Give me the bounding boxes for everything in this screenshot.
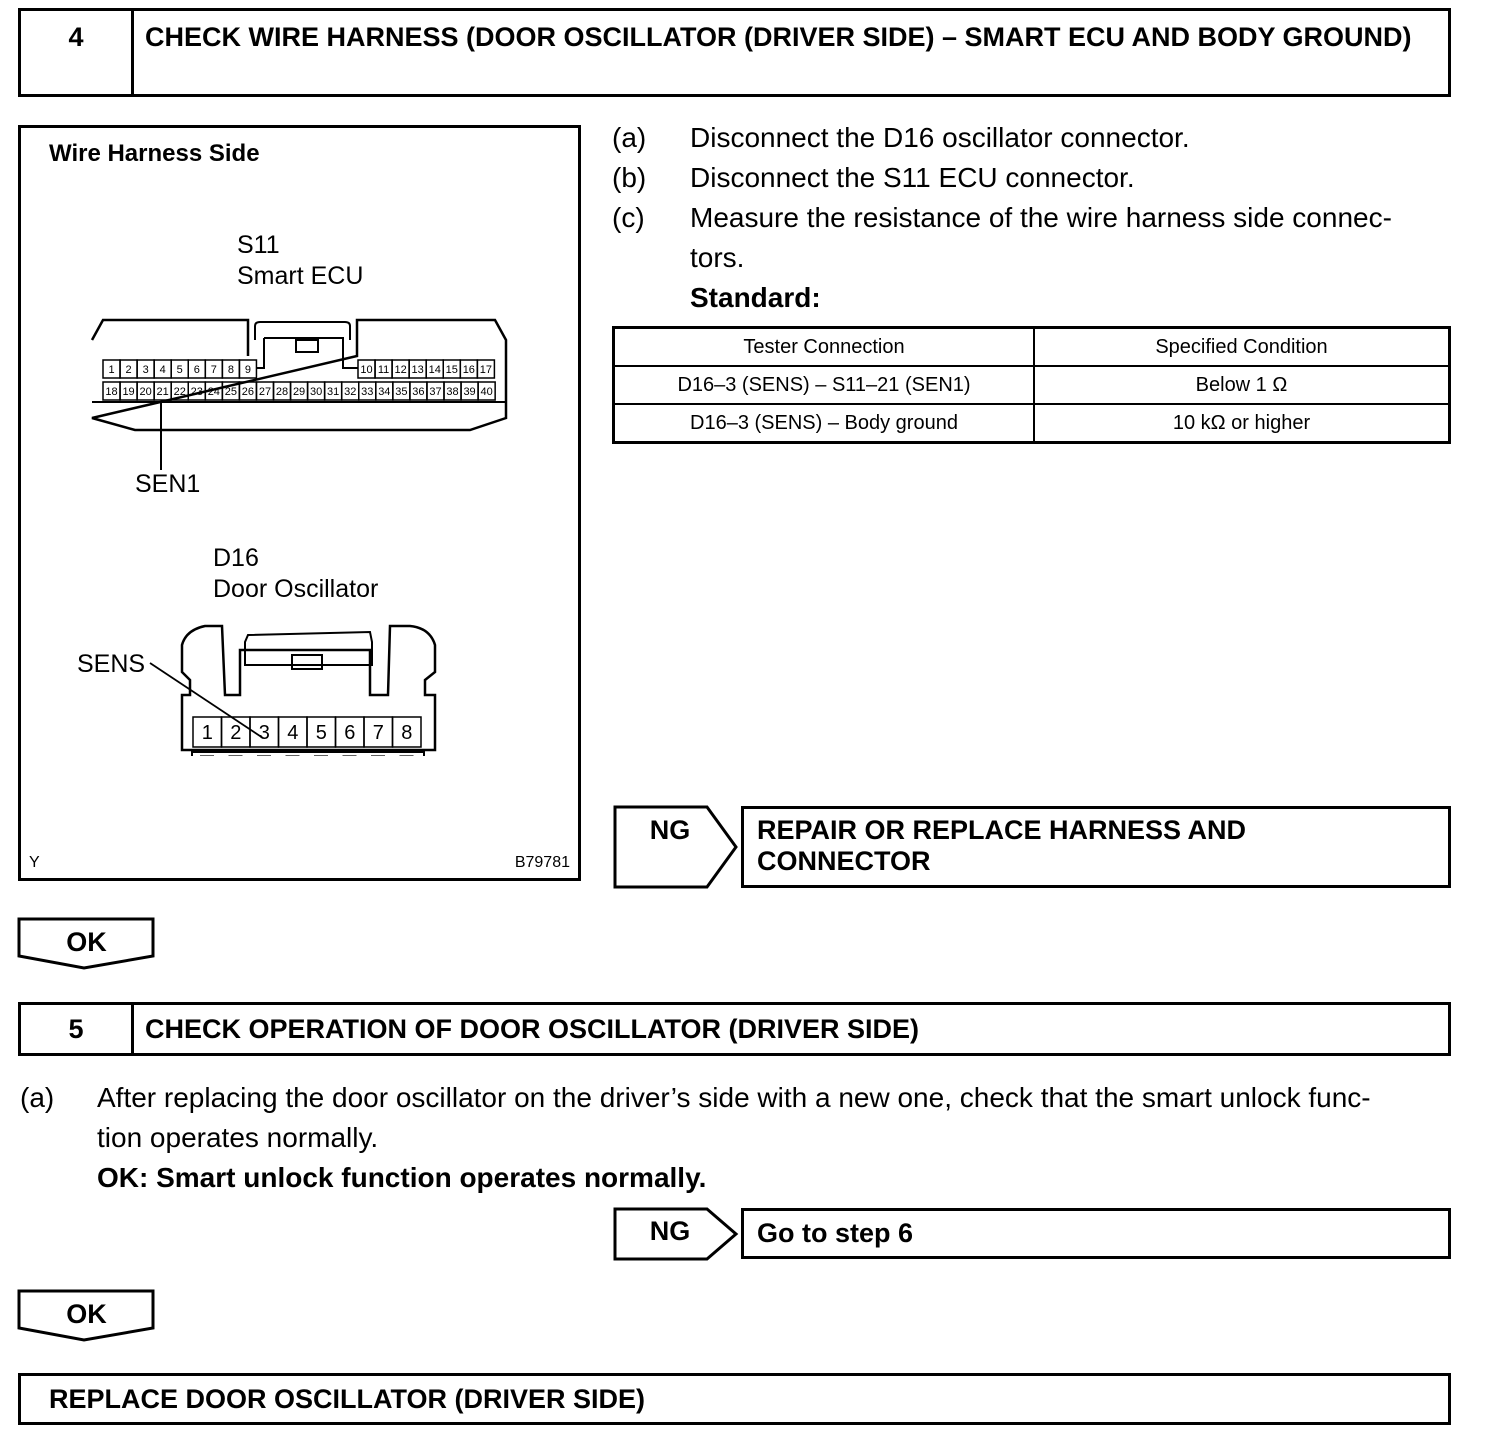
table-cell: 10 kΩ or higher: [1034, 404, 1450, 443]
ng-label: NG: [649, 1216, 691, 1246]
s11-pin-number: 17: [479, 363, 492, 376]
step-title: CHECK WIRE HARNESS (DOOR OSCILLATOR (DRIVER SIDE) – SMART ECU AND BODY GROUND): [145, 22, 1412, 52]
s11-pin-number: 28: [275, 385, 289, 398]
corner-code: Y: [29, 854, 40, 871]
s11-pin-number: 1: [108, 363, 115, 376]
step-title: CHECK OPERATION OF DOOR OSCILLATOR (DRIVER SIDE): [145, 1014, 920, 1044]
s11-pin-number: 7: [210, 363, 217, 376]
final-step-title: REPLACE DOOR OSCILLATOR (DRIVER SIDE): [49, 1384, 646, 1414]
ng-result-text: Go to step 6: [757, 1218, 914, 1248]
s11-pin-number: 16: [462, 363, 475, 376]
ng-result-box: [741, 806, 1451, 888]
s11-pin-number: 36: [412, 385, 425, 398]
s11-pin-number: 13: [411, 363, 424, 376]
divider: [131, 1005, 134, 1053]
instruction-text: Disconnect the D16 oscillator connector.: [690, 122, 1190, 153]
s11-pin-number: 9: [244, 363, 251, 376]
connector-drawings: [18, 0, 581, 756]
s11-pin-number: 30: [310, 385, 323, 398]
s11-pin-number: 10: [360, 363, 373, 376]
s11-pin-number: 35: [395, 385, 408, 398]
instruction-label: (a): [612, 122, 647, 153]
s11-pin-number: 6: [193, 363, 200, 376]
s11-pin-number: 4: [159, 363, 166, 376]
s11-pin-number: 22: [173, 385, 186, 398]
s11-pin-number: 18: [105, 385, 118, 398]
s11-pin-number: 26: [241, 385, 255, 398]
step5-header: [18, 1002, 1451, 1056]
sens-callout: SENS: [77, 650, 146, 678]
s11-pin-number: 5: [176, 363, 183, 376]
s11-pin-number: 39: [463, 385, 476, 398]
s11-pin-number: 31: [327, 385, 340, 398]
ng-label: NG: [649, 815, 691, 845]
s11-pin-number: 40: [480, 385, 493, 398]
standard-label: Standard:: [690, 282, 821, 313]
s11-pin-number: 11: [377, 363, 390, 376]
d16-connector-body: [182, 626, 435, 750]
ng-result-text: [757, 815, 1246, 877]
s11-pin-number: 34: [378, 385, 391, 398]
ok-label: OK: [66, 927, 107, 957]
instruction-text: Disconnect the S11 ECU connector.: [690, 162, 1135, 193]
s11-pin-number: 12: [394, 363, 407, 376]
spec-table: [612, 326, 1451, 444]
ok-label: OK: [66, 1299, 107, 1329]
diagram-heading: Wire Harness Side: [49, 140, 260, 167]
table-row: [614, 366, 1450, 404]
s11-pin-number: 29: [292, 385, 306, 398]
s11-pin-number: 27: [258, 385, 272, 398]
s11-pin-number: 25: [224, 385, 237, 398]
d16-pin-number: 1: [201, 722, 213, 745]
ng-result-line: REPAIR OR REPLACE HARNESS AND: [757, 815, 1247, 845]
s11-pin-number: 20: [139, 385, 152, 398]
s11-name: Smart ECU: [237, 262, 364, 290]
s11-pin-number: 15: [445, 363, 458, 376]
d16-pin-number: 4: [287, 722, 299, 745]
d16-pin-number: 5: [315, 722, 327, 745]
header-cell: Tester Connection: [614, 328, 1035, 367]
ok-criteria: OK: Smart unlock function operates normally.: [97, 1162, 707, 1193]
s11-pin-number: 32: [344, 385, 357, 398]
s11-pin-number: 3: [142, 363, 149, 376]
step-number: 5: [68, 1014, 84, 1044]
s11-code: S11: [237, 231, 280, 259]
header-cell: Specified Condition: [1034, 328, 1450, 367]
d16-pin-number: 2: [230, 722, 242, 745]
d16-name: Door Oscillator: [213, 575, 379, 603]
figure-id: B79781: [514, 854, 570, 871]
d16-pin-number: 6: [344, 722, 356, 745]
s11-pin-number: 38: [446, 385, 459, 398]
final-step-box: [18, 1373, 1451, 1425]
d16-pin-number: 8: [401, 722, 413, 745]
s11-pin-number: 21: [156, 385, 169, 398]
s11-pin-number: 37: [429, 385, 442, 398]
s11-pin-number: 23: [190, 385, 203, 398]
step5-line1: After replacing the door oscillator on the driver’s side with a new one, check that the smart unlock func-: [97, 1082, 1371, 1113]
instruction-label: (b): [612, 162, 647, 193]
ng-result-box: [741, 1208, 1451, 1259]
d16-pin-number: 7: [372, 722, 384, 745]
instruction-label: (c): [612, 202, 645, 233]
d16-pin-number: 3: [258, 722, 270, 745]
s11-pin-number: 8: [227, 363, 234, 376]
table-cell: D16–3 (SENS) – S11–21 (SEN1): [614, 366, 1035, 404]
instruction-text: Measure the resistance of the wire harness side connec-: [690, 202, 1392, 233]
s11-pin-number: 2: [125, 363, 132, 376]
table-cell: Below 1 Ω: [1034, 366, 1450, 404]
s11-pin-number: 14: [428, 363, 441, 376]
instruction-text: tors.: [690, 242, 745, 273]
s11-pin-number: 24: [207, 385, 220, 398]
step5-item-label: (a): [20, 1082, 55, 1113]
wiring-diagram: [18, 125, 581, 881]
step-number: 4: [68, 22, 84, 52]
step5-line2: tion operates normally.: [97, 1122, 379, 1153]
table-cell: D16–3 (SENS) – Body ground: [614, 404, 1035, 443]
table-row: [614, 404, 1450, 443]
d16-code: D16: [213, 544, 259, 572]
ng-result-line: CONNECTOR: [757, 846, 931, 876]
sen1-callout: SEN1: [135, 470, 201, 498]
s11-pin-number: 19: [122, 385, 135, 398]
s11-pin-number: 33: [361, 385, 374, 398]
table-header-row: [614, 328, 1450, 367]
